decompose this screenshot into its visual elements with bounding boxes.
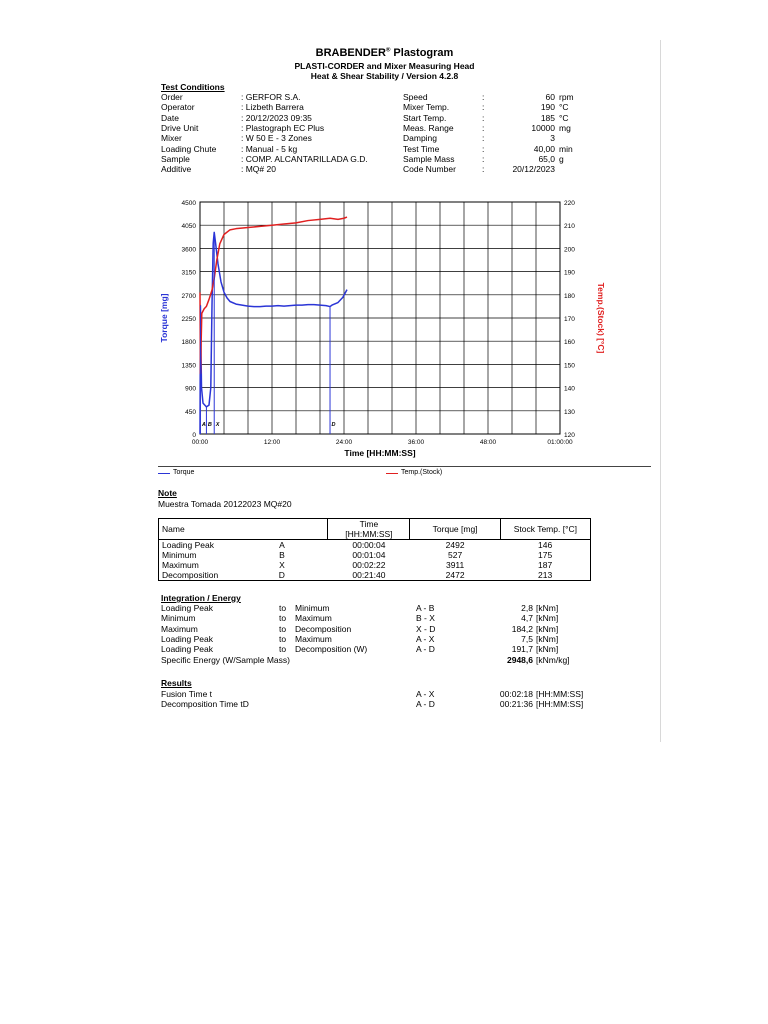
integration-to: to [279, 613, 287, 624]
y-tick-label: 3150 [181, 269, 196, 277]
condition-value: : MQ# 20 [241, 164, 276, 175]
marker-label: A [201, 422, 206, 428]
row-name: Maximum X [159, 560, 328, 570]
integration-target: Decomposition [295, 623, 352, 634]
integration-from: Loading Peak [161, 603, 213, 613]
y-tick-label: 900 [185, 385, 196, 393]
condition-unit: °C [559, 102, 569, 113]
condition-value: 3 [550, 133, 555, 144]
y-tick-label: 4050 [181, 223, 196, 231]
condition-value: 10000 [531, 122, 555, 133]
condition-label: Start Temp. [403, 112, 447, 123]
integration-from: Maximum [161, 623, 198, 634]
legend-divider [158, 466, 651, 467]
y-tick-label: 1800 [181, 339, 196, 347]
condition-unit: g [559, 153, 564, 164]
row-temp: 187 [500, 560, 590, 570]
result-unit: [HH:MM:SS] [536, 689, 584, 699]
y-tick-label: 2700 [181, 292, 196, 300]
condition-unit: min [559, 143, 573, 154]
chart-grid [200, 202, 560, 434]
integration-target: Maximum [295, 633, 332, 644]
page-edge [660, 40, 661, 742]
table-row [159, 550, 591, 560]
integration-target: Minimum [295, 603, 330, 613]
result-label: Decomposition Time tD [161, 699, 249, 710]
row-temp: 175 [500, 550, 590, 560]
condition-label: Additive [161, 164, 192, 175]
integration-from: Minimum [161, 613, 196, 624]
chart-markers [200, 232, 335, 434]
specific-energy-label: Specific Energy (W/Sample Mass) [161, 654, 290, 665]
integration-unit: [kNm] [536, 633, 559, 644]
y2-axis-label: Temp.(Stock) [°C] [596, 282, 606, 354]
series-line-torque [200, 232, 347, 434]
col-temp: Stock Temp. [°C] [500, 519, 590, 540]
integration-from: Loading Peak [161, 644, 213, 655]
row-torque: 2472 [410, 570, 500, 581]
plastogram-chart [108, 192, 661, 482]
col-time: Time [HH:MM:SS] [328, 519, 410, 540]
x-tick-label: 00:00 [191, 439, 209, 446]
col-name: Name [159, 519, 328, 540]
condition-value: : W 50 E - 3 Zones [241, 133, 312, 144]
integration-to: to [279, 644, 287, 655]
results-table [158, 518, 591, 581]
y-tick-label: 3600 [181, 246, 196, 254]
integration-to: to [279, 623, 287, 634]
col-torque: Torque [mg] [410, 519, 500, 540]
condition-value: : Lizbeth Barrera [241, 102, 304, 113]
integration-to: to [279, 633, 287, 644]
condition-label: Mixer [161, 133, 182, 144]
y2-tick-label: 210 [564, 223, 575, 231]
y2-tick-label: 180 [564, 292, 575, 300]
condition-label: Date [161, 112, 179, 123]
y2-tick-label: 220 [564, 200, 575, 207]
condition-separator: : [482, 102, 485, 113]
note-heading: Note [158, 488, 177, 498]
row-torque: 3911 [445, 560, 465, 570]
condition-value: : COMP. ALCANTARILLADA G.D. [241, 153, 368, 164]
condition-value: : GERFOR S.A. [241, 92, 301, 102]
y-tick-label: 450 [185, 408, 196, 416]
integration-unit: [kNm] [536, 603, 559, 613]
condition-label: Mixer Temp. [403, 102, 450, 113]
integration-unit: [kNm] [536, 623, 559, 634]
y2-tick-label: 190 [564, 269, 575, 277]
condition-label: Test Time [403, 143, 440, 154]
condition-unit: rpm [559, 92, 574, 102]
row-torque: 527 [448, 550, 463, 560]
x-tick-label: 12:00 [263, 439, 281, 446]
condition-separator: : [482, 92, 485, 102]
condition-label: Order [161, 92, 183, 102]
row-time: 00:00:04 [352, 540, 386, 550]
condition-label: Sample Mass [403, 153, 455, 164]
result-unit: [HH:MM:SS] [536, 699, 584, 710]
legend-temp-swatch [386, 473, 398, 474]
condition-label: Loading Chute [161, 143, 217, 154]
legend-torque-swatch [158, 473, 170, 474]
integration-target: Maximum [295, 613, 332, 624]
series-line-temp [200, 217, 347, 374]
x-axis-label: Time [HH:MM:SS] [344, 448, 416, 458]
row-name: Decomposition D [159, 570, 328, 581]
chart-series [200, 217, 347, 434]
y-axis-label: Torque [mg] [159, 293, 169, 343]
legend-torque-label: Torque [173, 469, 195, 476]
integration-from: Loading Peak [161, 633, 213, 644]
report-title: BRABENDER® Plastogram [315, 47, 454, 59]
condition-label: Damping [403, 133, 438, 144]
specific-energy-value: 2948,6 [507, 654, 533, 665]
integration-heading: Integration / Energy [161, 593, 241, 603]
condition-value: : 20/12/2023 09:35 [241, 112, 312, 123]
integration-pair: B - X [416, 613, 435, 624]
y-tick-label: 0 [192, 432, 196, 439]
results-heading: Results [161, 678, 192, 688]
y-tick-label: 1350 [181, 362, 196, 370]
row-temp: 213 [500, 570, 590, 581]
integration-value: 184,2 [511, 623, 533, 634]
condition-separator: : [482, 122, 485, 133]
condition-separator: : [482, 133, 485, 144]
condition-separator: : [482, 112, 485, 123]
row-time: 00:01:04 [352, 550, 386, 560]
integration-pair: A - X [416, 633, 435, 644]
y-tick-label: 2250 [181, 316, 196, 323]
condition-value: : Plastograph EC Plus [241, 122, 325, 133]
condition-value: 20/12/2023 [512, 164, 555, 175]
note-text: Muestra Tomada 20122023 MQ#20 [158, 499, 292, 509]
y2-tick-label: 130 [564, 408, 575, 416]
report-page [108, 40, 661, 740]
integration-unit: [kNm] [536, 613, 559, 624]
y2-tick-label: 170 [564, 316, 575, 323]
condition-value: 185 [540, 112, 555, 123]
condition-label: Speed [403, 92, 428, 102]
condition-unit: mg [559, 122, 571, 133]
condition-value: 40,00 [533, 143, 555, 154]
integration-value: 191,7 [511, 644, 533, 655]
table-row [159, 570, 591, 581]
test-conditions-heading: Test Conditions [161, 82, 225, 92]
result-pair: A - X [416, 689, 435, 699]
integration-pair: A - D [416, 644, 435, 655]
chart-ticks [182, 200, 576, 446]
y2-tick-label: 150 [564, 362, 575, 370]
y2-tick-label: 140 [564, 385, 575, 393]
condition-separator: : [482, 153, 485, 164]
report-subtitle: PLASTI-CORDER and Mixer Measuring Head [294, 61, 475, 71]
integration-to: to [279, 603, 287, 613]
integration-pair: X - D [416, 623, 436, 634]
x-tick-label: 01:00:00 [547, 439, 573, 446]
condition-unit: °C [559, 112, 569, 123]
result-pair: A - D [416, 699, 435, 710]
x-tick-label: 24:00 [335, 439, 353, 446]
row-torque: 2492 [445, 540, 465, 550]
integration-target: Decomposition (W) [295, 644, 368, 655]
integration-value: 7,5 [521, 633, 533, 644]
condition-value: 190 [540, 102, 555, 113]
condition-label: Sample [161, 153, 190, 164]
row-time: 00:21:40 [328, 570, 410, 581]
marker-label: X [215, 422, 220, 428]
y2-tick-label: 200 [564, 246, 575, 254]
row-name: Minimum B [159, 550, 328, 560]
row-name: Loading Peak A [159, 540, 328, 551]
integration-value: 4,7 [521, 613, 533, 624]
result-value: 00:21:36 [499, 699, 533, 710]
marker-label: B [207, 422, 212, 428]
integration-value: 2,8 [521, 603, 533, 613]
x-tick-label: 48:00 [479, 439, 497, 446]
row-time: 00:02:22 [352, 560, 386, 570]
x-tick-label: 36:00 [407, 439, 425, 446]
condition-separator: : [482, 143, 485, 154]
table-row [159, 560, 591, 570]
condition-value: 60 [545, 92, 555, 102]
condition-value: : Manual - 5 kg [241, 143, 298, 154]
marker-label: D [331, 422, 336, 428]
y2-tick-label: 120 [564, 432, 575, 439]
condition-label: Operator [161, 102, 195, 113]
legend-temp-label: Temp.(Stock) [401, 469, 443, 476]
condition-label: Drive Unit [161, 122, 199, 133]
report-version: Heat & Shear Stability / Version 4.2.8 [310, 71, 459, 81]
integration-unit: [kNm] [536, 644, 559, 655]
integration-pair: A - B [416, 603, 435, 613]
condition-label: Code Number [403, 164, 456, 175]
condition-label: Meas. Range [403, 122, 454, 133]
row-temp: 146 [500, 540, 590, 551]
result-label: Fusion Time t [161, 689, 213, 699]
result-value: 00:02:18 [499, 689, 533, 699]
y-tick-label: 4500 [181, 200, 196, 207]
specific-energy-unit: [kNm/kg] [536, 654, 570, 665]
y2-tick-label: 160 [564, 339, 575, 347]
condition-value: 65,0 [538, 153, 555, 164]
condition-separator: : [482, 164, 485, 175]
table-row [159, 540, 591, 551]
